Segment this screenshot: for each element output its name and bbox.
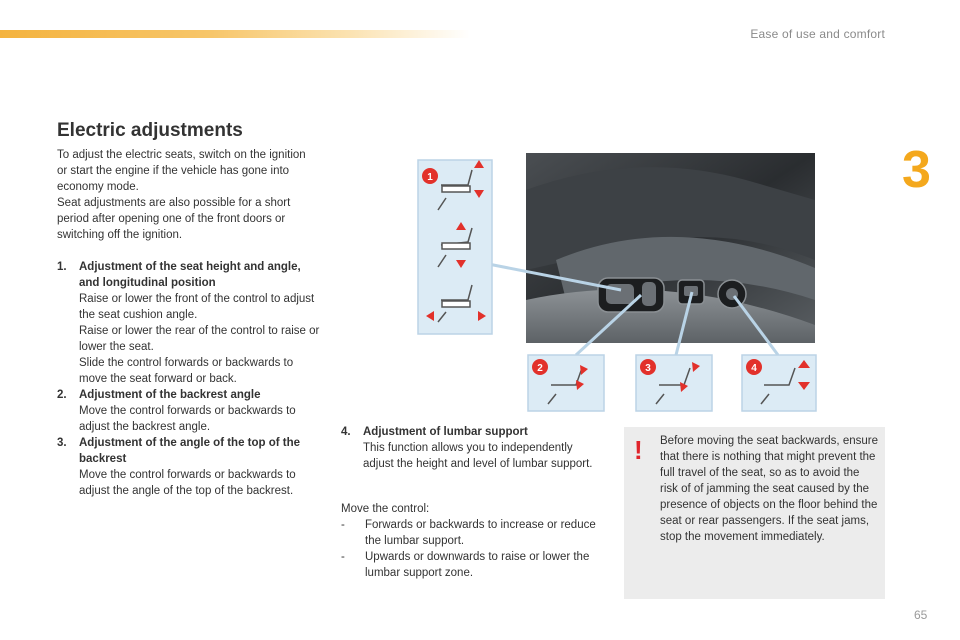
dash-text: Upwards or downwards to raise or lower the lumbar support zone.	[365, 551, 590, 579]
item-number: 3.	[57, 437, 67, 449]
item-line: Move the control forwards or backwards to adjust the angle of the top of the backrest.	[79, 469, 296, 497]
warning-box	[624, 427, 885, 599]
move-intro: Move the control:	[341, 503, 430, 515]
item-line: Slide the control forwards or backwards to move the seat forward or back.	[79, 357, 294, 385]
move-control-section	[341, 501, 603, 581]
chapter-number: 3	[902, 141, 931, 199]
seat-photo	[526, 153, 815, 343]
badge-3	[640, 359, 656, 375]
badge-4	[746, 359, 762, 375]
intro-paragraph: Seat adjustments are also possible for a short period after opening one of the front doors or switching off the ignition.	[57, 197, 291, 241]
lumbar-section	[341, 424, 603, 472]
list-item	[57, 259, 322, 387]
seat-controls-illustration	[416, 150, 818, 416]
intro-text	[57, 147, 317, 243]
badge-2	[532, 359, 548, 375]
list-item	[57, 435, 322, 499]
intro-paragraph: To adjust the electric seats, switch on the ignition or start the engine if the vehicle has gone into economy mode.	[57, 149, 306, 193]
item-line: Raise or lower the front of the control to adjust the seat cushion angle.	[79, 293, 315, 321]
item-number: 2.	[57, 389, 67, 401]
page-number: 65	[914, 608, 928, 622]
badge-label: 2	[537, 363, 543, 374]
dash-item	[341, 549, 603, 581]
list-item	[341, 424, 603, 472]
header-accent-bar	[0, 30, 470, 38]
item-number: 1.	[57, 261, 67, 273]
item-heading: Adjustment of the seat height and angle, and longitudinal position	[79, 261, 301, 289]
badge-label: 1	[427, 172, 433, 183]
item-heading: Adjustment of the angle of the top of the backrest	[79, 437, 301, 465]
dash-item	[341, 517, 603, 549]
item-line: Raise or lower the rear of the control to raise or lower the seat.	[79, 325, 320, 353]
page-title: Electric adjustments	[57, 120, 243, 141]
badge-label: 3	[645, 363, 651, 374]
warning-text: Before moving the seat backwards, ensure that there is nothing that might prevent the full travel of the seat, so as to avoid the risk of of jamming the seat caused by the presence of objects on the floor behind the seat or rear passengers. If the seat jams, stop the movement immediately.	[660, 435, 878, 543]
item-number: 4.	[341, 426, 351, 438]
dash-text: Forwards or backwards to increase or reduce the lumbar support.	[365, 519, 596, 547]
list-item	[57, 387, 322, 435]
badge-label: 4	[751, 363, 757, 374]
item-heading: Adjustment of lumbar support	[363, 426, 528, 438]
item-line: This function allows you to independently adjust the height and level of lumbar support.	[363, 442, 593, 470]
section-header: Ease of use and comfort	[750, 27, 885, 41]
item-heading: Adjustment of the backrest angle	[79, 389, 261, 401]
warning-icon: !	[634, 435, 643, 465]
dash-marker: -	[341, 551, 345, 563]
badge-1	[422, 168, 438, 184]
callout-1	[418, 160, 492, 334]
item-line: Move the control forwards or backwards to adjust the backrest angle.	[79, 405, 296, 433]
dash-marker: -	[341, 519, 345, 531]
adjustment-list	[57, 259, 322, 499]
